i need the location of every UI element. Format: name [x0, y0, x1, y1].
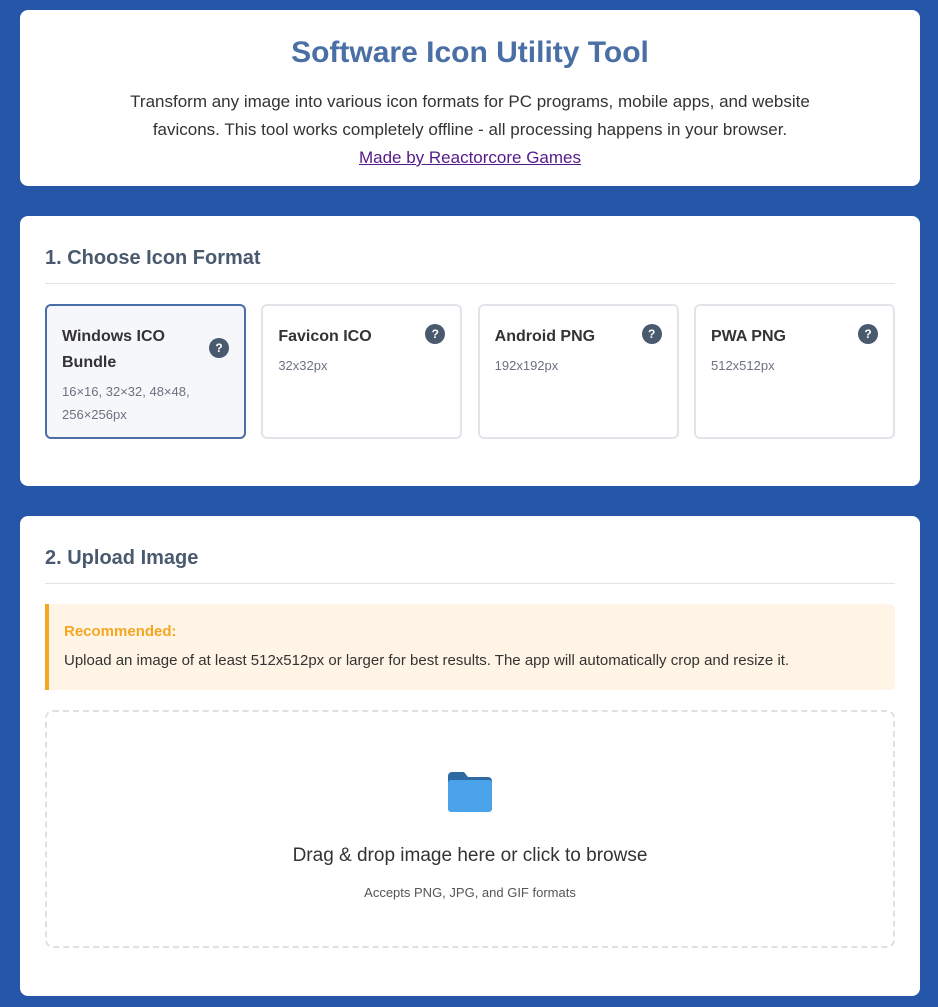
notice-title: Recommended:	[64, 623, 177, 640]
format-sizes: 16×16, 32×32, 48×48, 256×256px	[62, 384, 190, 422]
format-name: Windows ICO Bundle	[62, 328, 165, 371]
format-name: PWA PNG	[710, 328, 786, 345]
format-sizes: 32x32px	[278, 358, 328, 373]
notice-text: Upload an image of at least 512x512px or larger for best results. The app will automatically crop and resize it.	[64, 652, 790, 669]
format-name: Favicon ICO	[278, 328, 372, 345]
format-name: Android PNG	[494, 328, 596, 345]
dropzone-text: Drag & drop image here or click to browse	[292, 845, 648, 866]
upload-dropzone[interactable]	[45, 710, 895, 948]
header-card	[20, 10, 920, 186]
format-option-pwa-png[interactable]	[694, 304, 895, 439]
help-icon[interactable]: ?	[858, 324, 878, 344]
help-icon[interactable]: ?	[642, 324, 662, 344]
intro-description: Transform any image into various icon formats for PC programs, mobile apps, and website favicons. This tool works completely offline - all processing happens in your browser.	[130, 92, 810, 139]
format-options	[45, 304, 895, 439]
intro-text	[110, 88, 830, 172]
format-section	[20, 216, 920, 486]
help-icon[interactable]: ?	[425, 324, 445, 344]
folder-icon	[446, 770, 494, 814]
recommendation-notice	[45, 604, 895, 690]
format-sizes: 512x512px	[710, 358, 775, 373]
upload-section	[20, 516, 920, 996]
format-option-windows-ico[interactable]	[45, 304, 246, 439]
format-option-android-png[interactable]	[478, 304, 679, 439]
format-sizes: 192x192px	[494, 358, 559, 373]
help-icon[interactable]: ?	[209, 338, 229, 358]
dropzone-subtext: Accepts PNG, JPG, and GIF formats	[364, 885, 576, 900]
section-title-format: 1. Choose Icon Format	[45, 216, 895, 284]
format-option-favicon-ico[interactable]	[261, 304, 462, 439]
credit-link[interactable]: Made by Reactorcore Games	[358, 148, 582, 167]
page-title: Software Icon Utility Tool	[291, 36, 649, 69]
section-title-upload: 2. Upload Image	[45, 516, 895, 584]
